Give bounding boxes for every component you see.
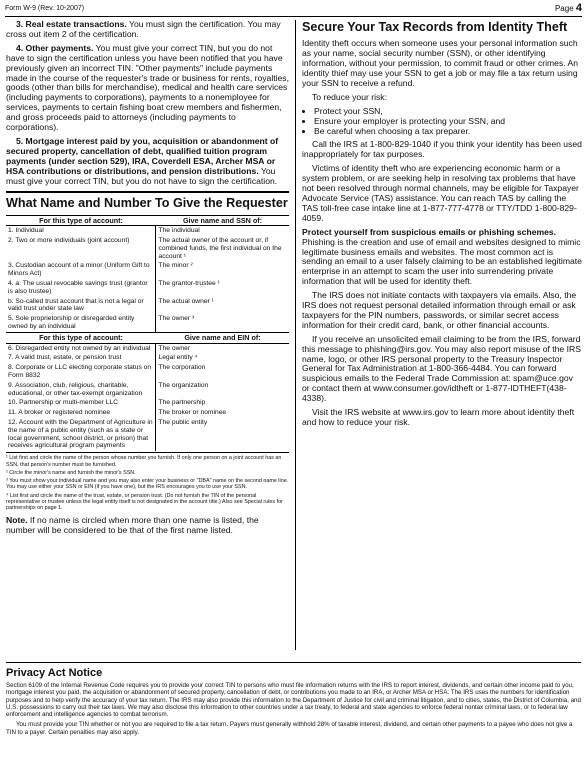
col-header-account: For this type of account: [6, 332, 156, 343]
give-name-cell: Legal entity ⁴ [158, 354, 198, 362]
give-name-cell: The corporation [158, 364, 206, 372]
phishing-paragraph: Protect yourself from suspicious emails or phishing schemes. Phishing is the creation and use of email and websites designed to mimic legitimate business emails and websites. The most common act is sending an email to a user falsely claiming to be an established legitimate enterprise in an attempt to scam the user into surrendering private information that will be used for identity theft. [302, 226, 582, 287]
item-4: 4. Other payments. You must give your correct TIN, but you do not have to sign the certification unless you have been notified that you have previously given an incorrect TIN. "Other payments" include payments made in the course of the requester's trade or business for rents, royalties, goods (other than bills for merchandise), medical and health care services (including payments to corporations), payments to a nonemployee for services, payments to certain fishing boat crew members and fishermen, and gross proceeds paid to attorneys (including payments to corporations). [6, 42, 289, 133]
footnote-3: ³ You must show your individual name and you may also enter your business or "DBA" name on the second name line. You may use either your SSN or EIN (if you have one), but the IRS encourages you to use your SSN. [6, 478, 289, 491]
list-item: • Protect your SSN, [314, 106, 582, 116]
give-name-cell: The actual owner of the account or, if combined funds, the first individual on the account ¹ [158, 237, 282, 260]
table-row [6, 297, 289, 315]
list-item: • Ensure your employer is protecting your SSN, and [314, 116, 582, 126]
right-column [302, 20, 582, 432]
table-row [6, 261, 289, 279]
table-row [6, 363, 289, 381]
column-divider [295, 20, 296, 650]
account-type-cell: 10. Partnership or multi-member LLC [6, 398, 156, 408]
list-item: • Be careful when choosing a tax preparer. [314, 126, 582, 136]
table-row [6, 381, 289, 399]
table-row [6, 236, 289, 261]
privacy-title: Privacy Act Notice [6, 667, 103, 679]
page-number: Page 4 [554, 2, 582, 14]
account-type-cell: 1. Individual [6, 226, 156, 236]
give-name-cell: The public entity [158, 419, 208, 427]
table-row [6, 353, 289, 363]
identity-theft-title: Secure Your Tax Records from Identity Theft [302, 20, 568, 34]
paragraph: Section 6109 of the Internal Revenue Code requires you to provide your correct TIN to persons who must file information returns with the IRS to report interest, dividends, and certain other income paid to you, mortgage interest you paid, the acquisition or abandonment of secured property, cancellation of debt, or contributions you made to an IRA, or Archer MSA or HSA. The IRS uses the numbers for identification purposes and to help verify the accuracy of your tax return. The IRS may also provide this information to the Department of Justice for civil and criminal litigation, and to cities, states, the District of Columbia, and U.S. possessions to carry out their tax laws. We may also disclose this information to other countries under a tax treaty, to federal and state agencies to enforce federal nontax criminal laws, or to federal law enforcement and intelligence agencies to combat terrorism. [6, 682, 581, 719]
col-header-ein: Give name and EIN of: [156, 332, 289, 343]
give-name-cell: The owner [158, 344, 191, 352]
account-type-cell: 8. Corporate or LLC electing corporate status on Form 8832 [6, 363, 156, 381]
form-id: Form W-9 (Rev. 10-2007) [5, 5, 85, 12]
give-name-cell: The broker or nominee [158, 409, 227, 417]
give-name-cell: The partnership [158, 399, 206, 407]
account-type-cell: 9. Association, club, religious, charitable, educational, or other tax-exempt organization [6, 381, 156, 399]
account-type-cell: 7. A valid trust, estate, or pension trust [6, 353, 156, 363]
paragraph: Victims of identity theft who are experiencing economic harm or a system problem, or are seeking help in resolving tax problems that have not been resolved through normal channels, may be eligible for Taxpayer Advocate Service (TAS) assistance. You can reach TAS by calling the TAS toll-free case intake line at 1-877-777-4778 or TTY/TDD 1-800-829-4059. [302, 163, 579, 223]
table-row [6, 408, 289, 418]
account-type-cell: 6. Disregarded entity not owned by an individual [6, 343, 156, 353]
paragraph: Identity theft occurs when someone uses your personal information such as your name, social security number (SSN), or other identifying information, without your permission, to commit fraud or other crimes. An identity thief may use your SSN to get a job or may file a tax return using your SSN to receive a refund. [302, 38, 579, 88]
table-row [6, 226, 289, 236]
paragraph: If you receive an unsolicited email claiming to be from the IRS, forward this message to phishing@irs.gov. You may also report misuse of the IRS name, logo, or other IRS personal property to the Treasury Inspector General for Tax Administration at 1-800-366-4484. You can forward suspicious emails to the Federal Trade Commission at: spam@uce.gov or contact them at www.consumer.gov/idtheft or 1-877-IDTHEFT(438-4338). [302, 333, 581, 404]
footnote-1: ¹ List first and circle the name of the person whose number you furnish. If only one person on a joint account has an SSN, that person's number must be furnished. [6, 455, 282, 468]
table-row [6, 398, 289, 408]
give-name-cell: The actual owner ¹ [158, 297, 214, 305]
note: Note. If no name is circled when more than one name is listed, the number will be considered to be that of the first name listed. [6, 514, 259, 535]
requester-table-title: What Name and Number To Give the Requester [6, 191, 289, 210]
account-type-cell: 12. Account with the Department of Agriculture in the name of a public entity (such as a state or local government, school district, or prison) that receives agricultural program payments [6, 418, 156, 451]
page-header [5, 2, 582, 17]
give-name-cell: The owner ³ [158, 315, 195, 323]
table-row [6, 418, 289, 451]
privacy-section [6, 662, 581, 739]
paragraph: Call the IRS at 1-800-829-1040 if you think your identity has been used inappropriately for tax purposes. [302, 139, 582, 160]
paragraph: Visit the IRS website at www.irs.gov to learn more about identity theft and how to reduce your risk. [302, 407, 575, 427]
account-type-cell: 4. a. The usual revocable savings trust (grantor is also trustee) [6, 279, 156, 297]
paragraph: The IRS does not initiate contacts with taxpayers via emails. Also, the IRS does not request personal detailed information through email or ask taxpayers for the PIN numbers, passwords, or similar secret access information for their credit card, bank, or other financial accounts. [302, 290, 577, 330]
table-row [6, 343, 289, 353]
footnote-4: ⁴ List first and circle the name of the trust, estate, or pension trust. (Do not furnish the TIN of the personal representative or trustee unless the legal entity itself is not designated in the account title.) Also see Special rules for partnerships on page 1. [6, 492, 283, 512]
col-header-ssn: Give name and SSN of: [156, 215, 289, 226]
item-5: 5. Mortgage interest paid by you, acquisition or abandonment of secured property, cancellation of debt, qualified tuition program payments (under section 529), IRA, Coverdell ESA, Archer MSA or HSA contributions or distributions, and pension distributions. You must give your correct TIN, but you do not have to sign the certification. [6, 135, 279, 186]
account-type-cell: 11. A broker or registered nominee [6, 408, 156, 418]
footnote-2: ² Circle the minor's name and furnish the minor's SSN. [6, 469, 136, 476]
left-column [6, 20, 289, 539]
item-3: 3. Real estate transactions. You must sign the certification. You may cross out item 2 of the certification. [6, 19, 281, 39]
account-type-cell: 3. Custodian account of a minor (Uniform Gift to Minors Act) [6, 261, 156, 279]
account-type-cell: 2. Two or more individuals (joint account) [6, 236, 156, 261]
account-type-cell: b. So-called trust account that is not a legal or valid trust under state law [6, 297, 156, 315]
give-name-cell: The individual [158, 227, 200, 235]
paragraph: To reduce your risk: [312, 91, 387, 102]
paragraph: You must provide your TIN whether or not you are required to file a tax return. Payers must generally withhold 28% of taxable interest, dividend, and certain other payments to a payee who does not give a TIN to a payer. Certain penalties may also apply. [6, 721, 573, 736]
give-name-cell: The minor ² [158, 262, 193, 270]
risk-list [302, 106, 582, 136]
table-row [6, 314, 289, 332]
footnotes [6, 452, 289, 511]
give-name-cell: The grantor-trustee ¹ [158, 280, 220, 288]
table-row [6, 279, 289, 297]
give-name-cell: The organization [158, 381, 209, 389]
account-type-cell: 5. Sole proprietorship or disregarded entity owned by an individual [6, 314, 156, 332]
ssn-table [6, 215, 289, 452]
col-header-account: For this type of account: [6, 215, 156, 226]
